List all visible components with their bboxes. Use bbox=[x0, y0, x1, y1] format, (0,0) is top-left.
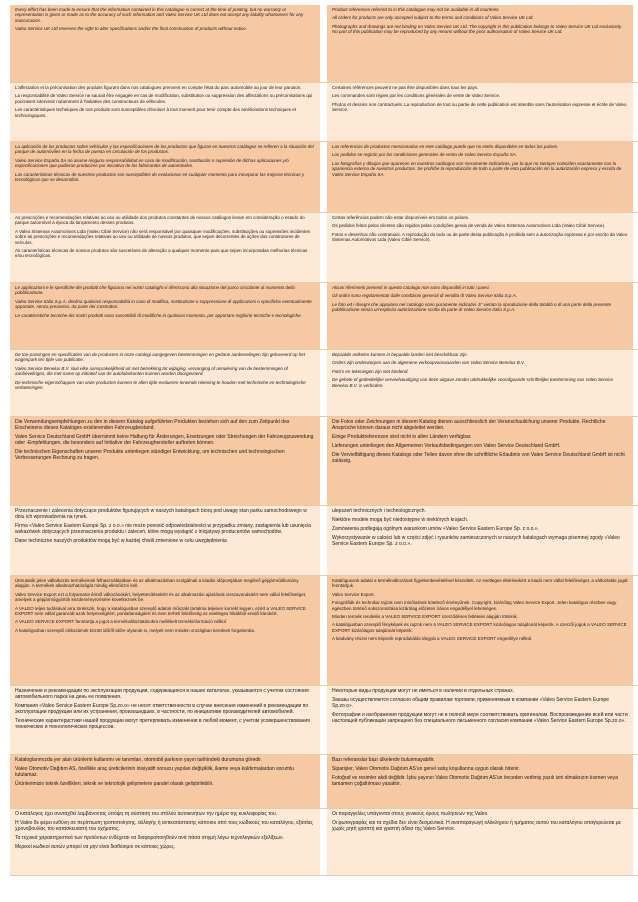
paragraph: Die technischen Eigenschaften unserer Produkte unterliegen ständiger Entwicklung, um technischen und technologischen Verbesserungen Rechnung zu tragen. bbox=[15, 449, 285, 461]
paragraph: Katalógusunk adatai a termékváltozások figyelembevételével készültek. Az esetleges eltérésekért a kiadó nem vállal felelősséget, a változtatás jogát fenntartjuk. bbox=[332, 578, 628, 589]
paragraph: Gli ordini sono regolamentati dalle condizioni generali di vendita di Valeo Service Italia S.p.A. bbox=[332, 293, 517, 299]
paragraph: Fotográfiák és technikai rajzok nem minősülnek kötelező érvényűnek. Copyright, kizárólag Valeo Service Export. Jelen katalógus részben vagy egészben történő sokszorosítása kizárólag előzetes írásos engedéllyel lehetséges. bbox=[332, 600, 617, 611]
paragraph: Zamówienia podlegają ogólnym warunkom umów «Valeo Service Eastern Europe Sp. z o.o.». bbox=[332, 526, 539, 532]
paragraph: Las referencias de productos mencionadas en este catálogo puede que no estén disponibles en todos los países. bbox=[332, 144, 559, 149]
turkish-disclaimer-left bbox=[10, 755, 320, 808]
row-russian bbox=[10, 686, 638, 755]
english-disclaimer-left bbox=[10, 5, 320, 82]
paragraph: Útmutatók jelen vállalkozás termékeinek felhasználásában és az alkalmazásban szolgálnak a kiadás időpontjában meglévő gépjárműállomány alapján. A termékek alkalmazhatóságát mindig ellenőrizni kell. bbox=[15, 578, 299, 589]
paragraph: Ο κατάλογος έχει συνταχθεί λαμβάνοντας υπόψη τη σύσταση του στόλου αυτοκινήτων την ημέρα της κυκλοφορίας του. bbox=[15, 811, 278, 817]
french-disclaimer-right bbox=[327, 83, 633, 141]
paragraph: Przeznaczenie i zalecenia dotyczące produktów figurujących w naszych katalogach biorą pod uwagę stan parku samochodowego w dniu ich wprowadzenia na rynek. bbox=[15, 508, 307, 520]
paragraph: Οι παραγγελίες υπάγονται στους γενικούς όρους πωλήσεων της Valeo. bbox=[332, 811, 489, 817]
row-turkish bbox=[10, 755, 638, 809]
paragraph: Die Verwendungsempfehlungen zu den in diesem Katalog aufgeführten Produkten beziehen sich auf den zum Zeitpunkt des Erscheinens dieses Kataloges existierenden Fahrzeugbestand. bbox=[15, 419, 290, 431]
paragraph: Valeo Service Benelux B.V. sluit elke aansprakelijkheid uit met betrekking tot wijziging, vervanging of annulering van de bestemmingen of aanbevelingen, die met name op initiatief van de autofabrikanten kunnen worden doorgevoerd. bbox=[15, 365, 288, 377]
paragraph: Fotos e desenhos não contratuais. A reprodução do todo ou de parte desta publicação é proibida sem a autorização expressa e por escrito da Valeo Sistemas Automotivos Ltda (Valeo Cibié Service). bbox=[332, 231, 628, 243]
row-spanish bbox=[10, 142, 638, 213]
paragraph: Firma «Valeo Service Eastern Europe Sp. z o.o.» nie może ponosić odpowiedzialności w przypadku zmiany, zastąpienia lub usunięcia wskazówek dotyczących przeznaczenia produktu i zaleceń, które mogą wystąpić z inicjatywy producentów samochodów. bbox=[15, 523, 312, 535]
paragraph: Dane techniczne naszych produktów mogą być w każdej chwili zmienione w celu uwzględnienia bbox=[15, 538, 227, 544]
paragraph: A katalógusban szereplő fényképek és rajzok nem a VALEO SERVICE EXPORT kizárólagos tulajdonát képezik. A szerzői jogok a VALEO SERVICE EXPORT kizárólagos tulajdonát képezik. bbox=[332, 622, 627, 633]
paragraph: Ürünlerimizin teknik özellikleri, teknik ve teknolojik gelişmelere paralel olarak geliştirilebilir. bbox=[15, 781, 214, 787]
paragraph: Le foto ed i disegni che appaiono nel catalogo sono puramente indicativi. E' vietata la riproduzione della totalità o di una parte della presente pubblicazione senza un'esplicita autorizzazione scritta da parte di Valeo Service Italia S.p.A. bbox=[332, 301, 612, 313]
paragraph: Every effort has been made to ensure that the information contained in this catalogue is correct at the time of printing, but no warranty or representation is given or made as to the accuracy of such information and Valeo Service UK Ltd does not accept any liability whatsoever for any inaccuracies. bbox=[15, 7, 304, 23]
row-greek bbox=[10, 809, 638, 876]
polish-disclaimer-left bbox=[10, 506, 320, 575]
paragraph: Фотографии и изображения продукции могут не в полной мере соответствовать оригиналам. Воспроизведение всей или части настоящей публикации запрещено без специального письменного согласия компании «Valeo Service Eastern Europe Sp.zo.o». bbox=[332, 712, 628, 724]
paragraph: Заказы осуществляются согласно общим правилам торговли, применяемым в компании «Valeo Service Eastern Europe Sp.zo.o». bbox=[332, 697, 609, 709]
russian-disclaimer-right bbox=[327, 686, 633, 754]
italian-disclaimer-right bbox=[327, 283, 633, 349]
hungarian-disclaimer-left bbox=[10, 576, 320, 685]
paragraph: Τα τεχνικά χαρακτηριστικά των προϊόντων ενδέχεται να διαφοροποιηθούν ανά πάσα στιγμή λόγω τεχνολογικών εξελίξεων. bbox=[15, 835, 284, 841]
german-disclaimer-right bbox=[327, 417, 633, 505]
paragraph: Valeo Service Italia S.p.A. declina qualsiasi responsabilità in caso di modifica, sostituzione o soppressione di applicazioni o specifiche eventualmente apportate, senza preavviso, da parte dei Costruttori. bbox=[15, 298, 312, 310]
paragraph: Valeo Service Deutschland GmbH übernimmt keine Haftung für Änderungen, Ersetzungen oder Streichungen der Fahrzeugzuwendung oder -Empfehlungen, die besonders auf Initiative der Fahrzeughersteller auftreten können. bbox=[15, 434, 314, 446]
paragraph: Valeo Service Export ezt a folyamatot érintő változásokért, helyettesítésekért és az alkalmazási ajánlások visszavonásáért nem vállal felelősséget, amelyek a gépjárműgyártók kezdeményezésére következnek be. bbox=[15, 591, 307, 603]
paragraph: Valeo Otomotiv Dağıtım AS, özellikle araç üreticilerinin inisiyatifi sonucu yapılan değişiklik, ikame veya kaldırmalardan sorumlu tutulamaz. bbox=[15, 766, 294, 778]
spanish-disclaimer-left bbox=[10, 142, 320, 212]
polish-disclaimer-right bbox=[327, 506, 633, 575]
paragraph: Las características técnicas de nuestros productos son susceptibles de evolucionar en cualquier momento para incorporar las mejoras técnicas y tecnológicas que se desarrollan. bbox=[15, 171, 305, 183]
paragraph: Siparişler, Valeo Otomotiv Dağıtım AS'un genel satış koşullarına uygun olarak ödenir. bbox=[332, 766, 520, 772]
paragraph: A Valeo Sistemas Automotivos Ltda (Valeo Cibié Service) não será responsável por quaisquer modificações, substituições ou supressões incidentes sobre as prescrições e recomendações relativas ao uso ou utilidade de nossos produtos, que sejam decorrentes de ações dos construtores de veículos. bbox=[15, 228, 310, 245]
paragraph: Le caratteristiche tecniche dei nostri prodotti sono suscettibili di modifiche in qualsiasi momento, per apportare migliorie tecniche e tecnologiche. bbox=[15, 312, 302, 318]
row-hungarian bbox=[10, 576, 638, 686]
paragraph: Valeo Service Export. bbox=[332, 591, 375, 597]
paragraph: ulepszeń technicznych i technologicznych. bbox=[332, 508, 426, 514]
paragraph: Fotoğraf ve resimler akdi değildir. İşbu yayının Valeo Otomotiv Dağıtım AS'un önceden verilmiş yazılı izni olmaksızın kısmen veya tamamen çoğaltılması yasaktır. bbox=[332, 775, 618, 787]
paragraph: Bazı referanslar bazı ülkelerde bulunmayabilir. bbox=[332, 757, 435, 763]
paragraph: Lieferungen unterliegen den Allgemeinen Verkaufsbedingungen von Valeo Service Deutschland GmbH. bbox=[332, 443, 561, 449]
dutch-disclaimer-left bbox=[10, 350, 320, 416]
russian-disclaimer-left bbox=[10, 686, 320, 754]
paragraph: Valeo Service España SA no asume ninguna responsabilidad en caso de modificación, sustitución o supresión de dichas aplicaciones y/o especificaciones que pudieran producirse por iniciativa de los fabricantes de automóviles. bbox=[15, 157, 289, 169]
row-german bbox=[10, 417, 638, 506]
paragraph: Οι φωτογραφίες και τα σχέδια δεν είναι δεσμευτικά. Η αναπαραγωγή ολόκληρου ή τμήματος αυτού του καταλόγου απαγορεύεται με χωρίς ρητή γραπτή και γραπτή άδεια της Valeo Service. bbox=[332, 820, 621, 832]
hungarian-disclaimer-right bbox=[327, 576, 633, 685]
paragraph: Технические характеристики нашей продукции могут претерпевать изменения в любой момент, с учетом усовершенствования технических и технологических процессов. bbox=[15, 718, 310, 730]
row-english bbox=[10, 5, 638, 83]
paragraph: Los pedidos se regirán por las condiciones generales de venta de Valeo Service España SA. bbox=[332, 152, 517, 158]
paragraph: A katalógusban szereplő cikkszámok között időről-időre olyanok is, melyek nem minden országban kerülnek forgalomba. bbox=[15, 627, 256, 633]
paragraph: De gehele of gedeeltelijke verveelvoudiging van deze uitgave zonder uitdrukkelijke voorafgaande schriftelijke toestemming van Valeo Service Benelux B.V. is verboden. bbox=[332, 377, 613, 388]
greek-disclaimer-left bbox=[10, 809, 320, 875]
paragraph: Bepaalde artikelen kunnen in bepaalde landen niet beschikbaar zijn. bbox=[332, 352, 468, 357]
paragraph: A VALEO SERVICE EXPORT fenntartja a jogot a termékváltoztatásokra mellékelt termékinformáció nélkül. bbox=[15, 619, 228, 625]
paragraph: Os pedidos feitos pelos clientes são regidos pelas condições gerais de venda de Valeo Sistemas Automotivos Ltda (Valeo Cibié Service). bbox=[332, 223, 606, 229]
row-portuguese bbox=[10, 213, 638, 283]
paragraph: As características técnicas de nossos produtos são suscetíveis de alteração a qualquer momento para que sejam incorporadas melhorias técnicas e/ou tecnológicas. bbox=[15, 248, 308, 259]
paragraph: Некоторые виды продукции могут не иметься в наличии в отдельных странах. bbox=[332, 688, 515, 694]
paragraph: Orders zijn onderworpen aan de algemene verkoopvoorwaarden van Valeo Service Benelux B.V. bbox=[332, 360, 525, 366]
paragraph: All orders for products are only accepted subject to the terms and conditions of Valeo Service UK Ltd. bbox=[332, 15, 534, 21]
english-disclaimer-right bbox=[327, 5, 633, 82]
paragraph: De toe-passingen en specificaties van de producten in onze catalogi aangegeven bestemmingen en gedane aanbevelingen zijn gebaseerd op het wagenpark ten tijde van publicatie. bbox=[15, 352, 305, 363]
paragraph: Die Vervielfältigung dieses Katalogs oder Teilen davon ohne die schriftliche Erlaubnis von Valeo Service Deutschland GmbH ist nicht zulässig. bbox=[332, 452, 625, 464]
paragraph: Foto's en tekeningen zijn niet bindend. bbox=[332, 368, 409, 374]
german-disclaimer-left bbox=[10, 417, 320, 505]
dutch-disclaimer-right bbox=[327, 350, 633, 416]
paragraph: La aplicación de los productos sobre vehículos y las especificaciones de los productos que figuran en nuestros catálogos se refieren a la situación del parque de automóviles en la fecha de puesta en circulación de los productos. bbox=[15, 144, 314, 155]
spanish-disclaimer-right bbox=[327, 142, 633, 212]
paragraph: De technische eigenschappen van onze producten kunnen te allen tijde evolueren teneinde rekening te houden met technische en technologische verbeteringen. bbox=[15, 379, 306, 391]
paragraph: Photographs and drawings are not binding on Valeo Service UK Ltd. The copyright in this publication belongs to Valeo Service UK Ltd exclusively. No part of this publication may be reproduced by any means without the prior authorisation of Valeo Service UK Ltd. bbox=[332, 23, 623, 35]
paragraph: As prescrições e recomendações relativas ao uso ou utilidade dos produtos constantes de nossos catálogos levam em consideração o estado do parque automóvel à época da lançamento desses produtos. bbox=[15, 215, 305, 226]
paragraph: Minden termék rendelés a VALEO SERVICE EXPORT szerződéses feltételei alapján történik. bbox=[332, 614, 519, 620]
paragraph: Назначение и рекомендации по эксплуатации продукции, содержащиеся в наших каталогах, указываются с учетом состояния автомобильного парка на день ее появления. bbox=[15, 688, 309, 700]
paragraph: Valeo Service UK Ltd reserves the right to alter specifications and/or the final construction of products without notice. bbox=[15, 26, 247, 32]
paragraph: Les caractéristiques techniques de nos produits sont susceptibles d'évoluer à tout moment pour tenir compte des améliorations techniques et technologiques. bbox=[15, 107, 297, 118]
paragraph: Certaines références peuvent ne pas être disponibles dans tous les pays. bbox=[332, 85, 479, 90]
paragraph: Certas referências podem não estar disponíveis em todos os países. bbox=[332, 215, 470, 220]
paragraph: L'affectation et la préconisation des produits figurant dans nos catalogues prennent en compte l'état du parc automobile au jour de leur parution. bbox=[15, 85, 302, 90]
portuguese-disclaimer-left bbox=[10, 213, 320, 282]
paragraph: Les commandes sont régies par les conditions générales de vente de Valeo Service. bbox=[332, 93, 501, 99]
paragraph: Μερικοί κωδικοί αυτών μπορεί να μην είναι διαθέσιμοι σε κάποιες χώρες. bbox=[15, 844, 176, 850]
paragraph: Las fotografías y dibujos que aparecen en nuestros catálogos son meramente indicativas, por lo que no siempre coinciden exactamente con la apariencia externa de nuestros productos. Se prohíbe la reproducción de todo o parte de esta publicación sin la autorización expresa y escrita de Valeo Service España SA. bbox=[332, 160, 622, 177]
paragraph: Einige Produktreferenzen sind nicht in allen Ländern verfügbar. bbox=[332, 434, 472, 440]
paragraph: A kiadvány részei nem képezik reprodukálás tárgyát a VALEO SERVICE EXPORT engedélye nélkül. bbox=[332, 636, 533, 642]
row-italian bbox=[10, 283, 638, 350]
row-french bbox=[10, 83, 638, 142]
paragraph: Компания «Valeo Service Eastern Europe Sp.zo.o» не несет ответственности в случае внесения изменений в рекомендации по эксплуатации продукции или их устранения, произошедших, в частности, по инициативе производителей автомобилей. bbox=[15, 703, 309, 715]
paragraph: Wykorzystywanie w całości lub w części zdjęć i rysunków zamieszczonych w naszych katalogach wymaga pisemnej zgody «Valeo Service Eastern Europe Sp. z o.o.». bbox=[332, 535, 620, 547]
paragraph: Kataloglarımızda yer alan ürünlerin kullanımı ve tanımları, otomobil parkının yayın tarihindeki durumuna göredir. bbox=[15, 757, 263, 763]
french-disclaimer-left bbox=[10, 83, 320, 141]
paragraph: Alcuni riferimenti presenti in questo catalogo non sono disponibili in tutti i paesi. bbox=[332, 285, 490, 290]
row-polish bbox=[10, 506, 638, 576]
paragraph: A VALEO teljes tudásával arra törekszik, hogy a katalógusban szereplő adatok műszaki tartalma teljesen korrekt legyen, ezért a VALEO SERVICE EXPORT nem vállal garanciát azok helyességéért, pontatlanságáért és nem terheli felelősség az esetleges hibákból eredő károkért. bbox=[15, 605, 306, 617]
turkish-disclaimer-right bbox=[327, 755, 633, 808]
greek-disclaimer-right bbox=[327, 809, 633, 875]
paragraph: Die Fotos oder Zeichnungen in diesem Katalog dienen ausschliesslich der Veranschaulichung unserer Produkte. Rechtliche Ansprüche können daraus nicht abgeleitet werden. bbox=[332, 419, 606, 431]
paragraph: Niektóre modele mogą być niedostępne w niektórych krajach. bbox=[332, 517, 469, 523]
row-dutch bbox=[10, 350, 638, 417]
paragraph: Η Valeo δε φέρει ευθύνη σε περίπτωση τροποποίησης, αλλαγής ή αντικατάστασης κάποιου από τους κωδικούς του καταλόγου, εξαιτίας χρονοβουλίας του κατασκευαστή του οχήματος. bbox=[15, 820, 313, 832]
paragraph: Le applicazioni e le specifiche dei prodotti che figurano nei nostri cataloghi si riferiscono alla situazione del parco circolante al momento della pubblicazione. bbox=[15, 285, 295, 296]
italian-disclaimer-left bbox=[10, 283, 320, 349]
portuguese-disclaimer-right bbox=[327, 213, 633, 282]
paragraph: La responsabilité de Valeo Service ne saurait être engagée en cas de modification, substitution ou suppression des affectations ou préconisations qui pourraient intervenir notamment à l'initiative des constructeurs de véhicules. bbox=[15, 93, 313, 104]
paragraph: Product references referred to in this catalogue may not be available in all countries. bbox=[332, 7, 500, 12]
paragraph: Photos et dessins non contractuels. La reproduction de tout ou partie de cette publication est interdite sans l'autorisation expresse et écrite de Valeo Service. bbox=[332, 101, 627, 113]
